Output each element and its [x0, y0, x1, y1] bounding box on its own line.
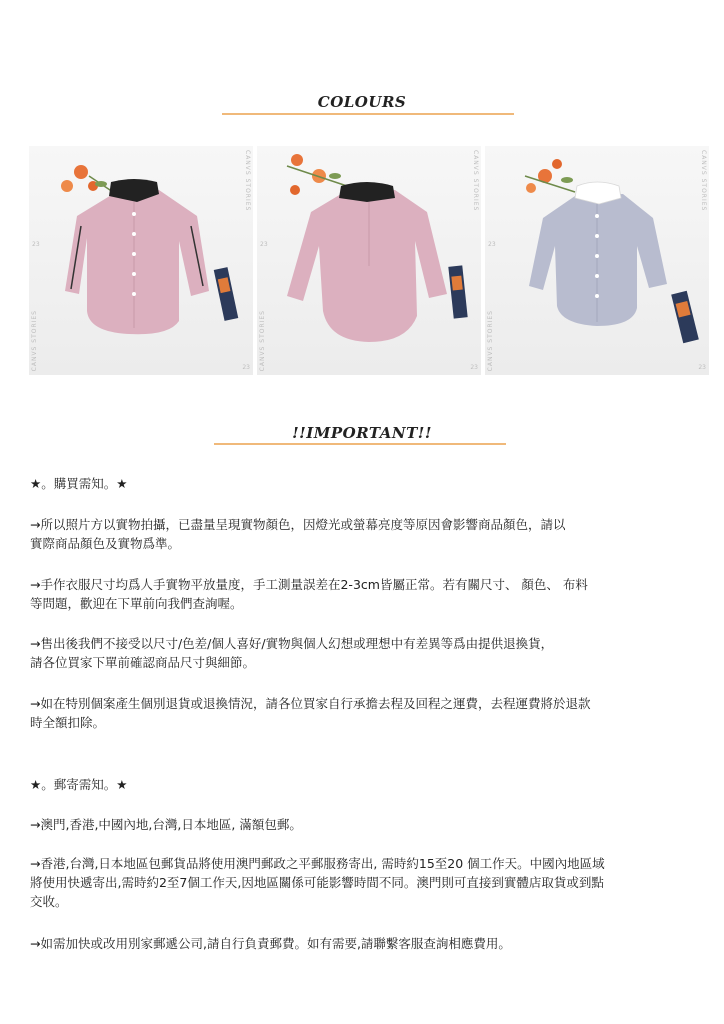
product-photo-blue-front: [485, 146, 709, 375]
watermark-number: 23: [698, 364, 706, 371]
notice-line: 實際商品顏色及實物爲準。: [30, 536, 181, 551]
watermark-brand: CANVS STORIES: [487, 309, 494, 371]
notice-line: →手作衣服尺寸均爲人手實物平放量度，手工測量誤差在2-3cm皆屬正常。若有關尺寸、 顏色、 布料: [30, 577, 588, 592]
pink-shirt-back-illustration: [257, 146, 481, 375]
shipping-notice-item: →澳門,香港,中國內地,台灣,日本地區, 滿額包郵。: [30, 817, 302, 832]
purchase-notice-item: [30, 694, 694, 732]
shipping-notice-item: →如需加快或改用別家郵遞公司,請自行負責郵費。如有需要,請聯繫客服查詢相應費用。: [30, 936, 511, 951]
watermark-brand: CANVS STORIES: [259, 309, 266, 371]
notice-line: 交收。: [30, 894, 68, 909]
watermark-brand: CANVS STORIES: [472, 150, 479, 212]
important-title: !!IMPORTANT!!: [292, 424, 432, 442]
pink-shirt-front-illustration: [29, 146, 253, 375]
important-divider: [214, 443, 506, 445]
colours-divider: [222, 113, 514, 115]
blue-shirt-front-illustration: [485, 146, 709, 375]
notice-line: →香港,台灣,日本地區包郵貨品將使用澳門郵政之平郵服務寄出, 需時約15至20 個工作天。中國內地區域: [30, 856, 605, 871]
notice-line: 將使用快遞寄出,需時約2至7個工作天,因地區關係可能影響時間不同。澳門則可直接到實體店取貨或到點: [30, 875, 604, 890]
notice-line: 請各位買家下單前確認商品尺寸與細節。: [30, 655, 256, 670]
watermark-number: 23: [32, 241, 40, 248]
purchase-notice-item: [30, 634, 694, 672]
watermark-number: 23: [260, 241, 268, 248]
purchase-notice-heading: ★。購買需知。★: [30, 476, 128, 491]
notice-line: 等問題，歡迎在下單前向我們查詢喔。: [30, 596, 243, 611]
shipping-notice-item: [30, 854, 694, 911]
notice-line: →如在特別個案產生個別退貨或退換情況，請各位買家自行承擔去程及回程之運費，去程運費將於退款: [30, 696, 591, 711]
colours-title: COLOURS: [317, 93, 407, 111]
watermark-number: 23: [242, 364, 250, 371]
watermark-number: 23: [488, 241, 496, 248]
product-photo-pink-back: [257, 146, 481, 375]
notice-line: →所以照片方以實物拍攝，已盡量呈現實物顏色，因燈光或螢幕亮度等原因會影響商品顏色，請以: [30, 517, 566, 532]
shipping-notice-heading: ★。郵寄需知。★: [30, 777, 128, 792]
watermark-brand: CANVS STORIES: [700, 150, 707, 212]
notice-line: →售出後我們不接受以尺寸/色差/個人喜好/實物與個人幻想或理想中有差異等爲由提供退換貨，: [30, 636, 554, 651]
notice-line: 時全額扣除。: [30, 715, 106, 730]
watermark-number: 23: [470, 364, 478, 371]
purchase-notice-item: [30, 575, 694, 613]
product-photo-pink-front: [29, 146, 253, 375]
watermark-brand: CANVS STORIES: [31, 309, 38, 371]
purchase-notice-item: [30, 515, 694, 553]
watermark-brand: CANVS STORIES: [244, 150, 251, 212]
